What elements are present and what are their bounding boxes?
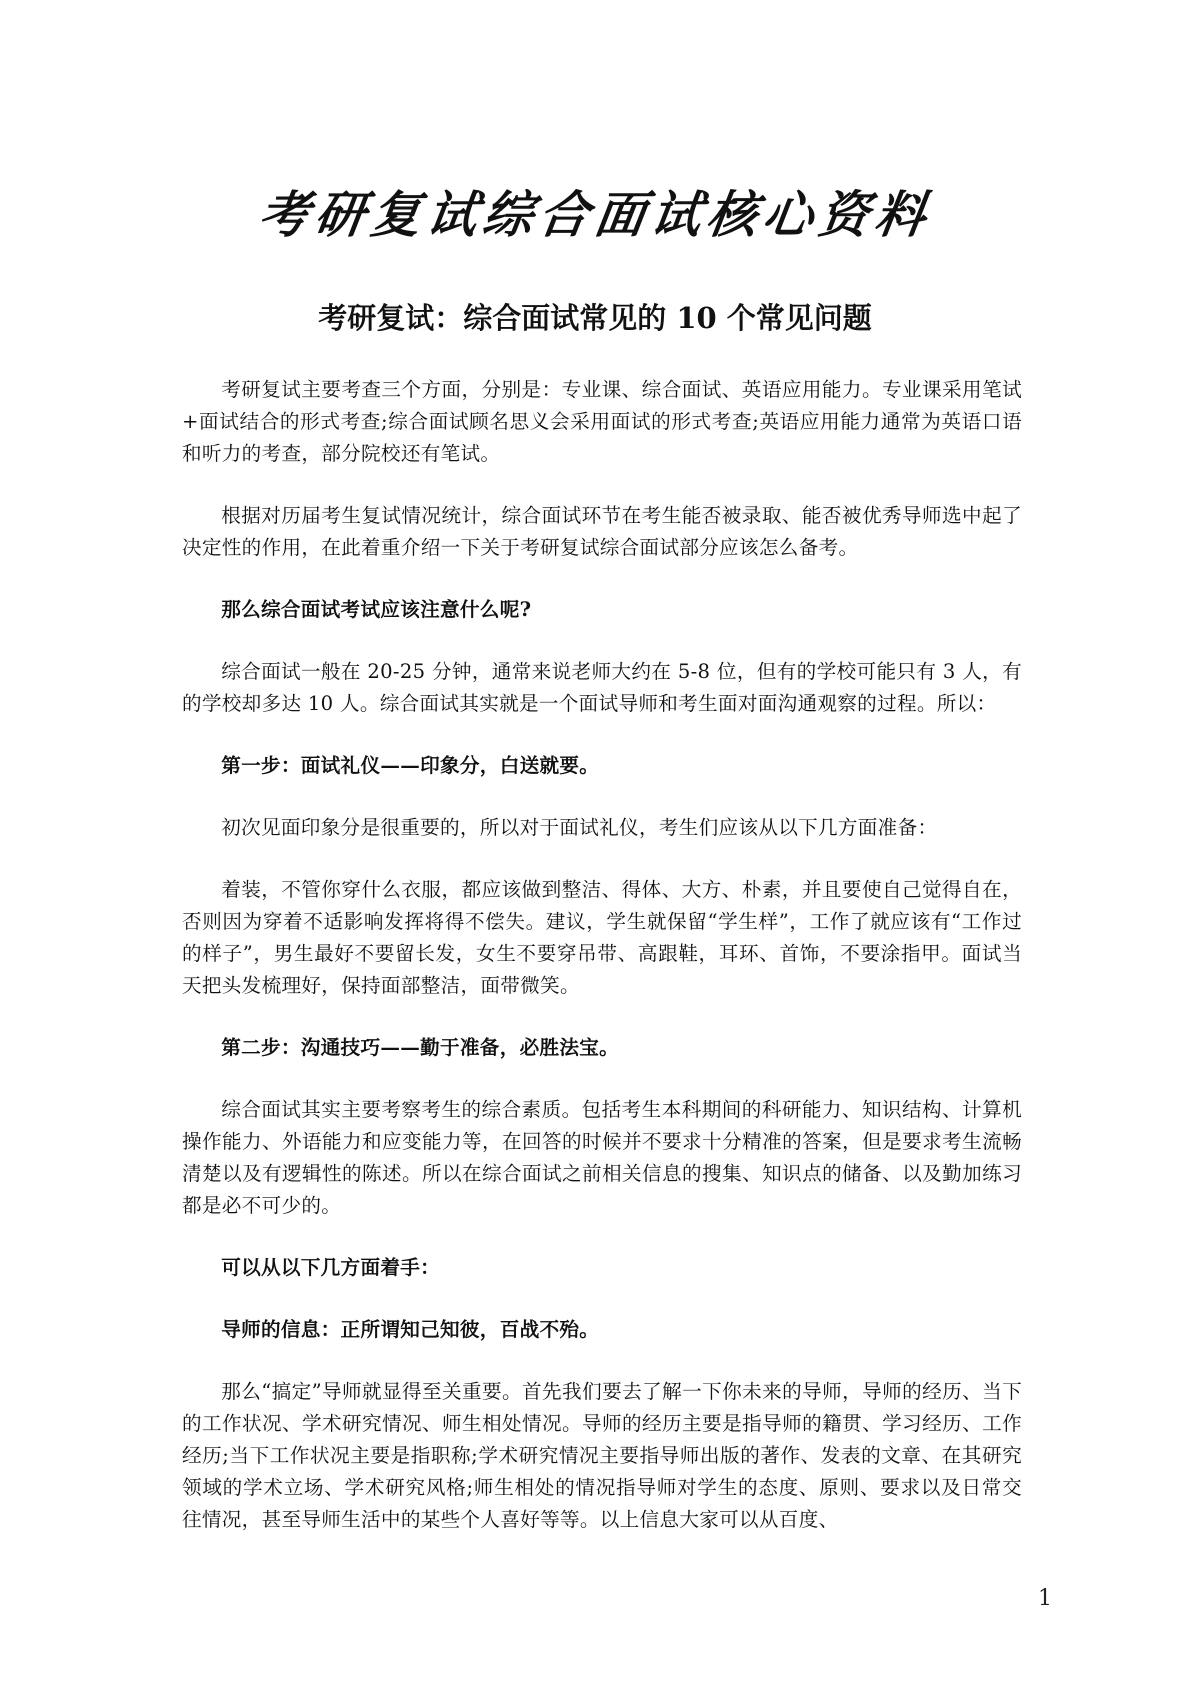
paragraph-duration: 综合面试一般在 20-25 分钟，通常来说老师大约在 5-8 位，但有的学校可能只有 3 人，有的学校却多达 10 人。综合面试其实就是一个面试导师和考生面对面沟通观察的过程。所以：	[182, 660, 1022, 715]
page-number: 1	[1038, 1586, 1052, 1611]
subtitle: 考研复试：综合面试常见的 10 个常见问题	[318, 301, 872, 335]
paragraph-advisor: 那么“搞定”导师就显得至关重要。首先我们要去了解一下你未来的导师，导师的经历、当下的工作状况、学术研究情况、师生相处情况。导师的经历主要是指导师的籍贯、学习经历、工作经历;当下工作状况主要是指职称;学术研究情况主要指导师出版的著作、发表的文章、在其研究领域的学术立场、学术研究风格;师生相处的情况指导师对学生的态度、原则、要求以及日常交往情况，甚至导师生活中的某些个人喜好等等。以上信息大家可以从百度、	[182, 1380, 1022, 1531]
heading-aspects: 可以从以下几方面着手：	[221, 1256, 441, 1279]
heading-step-one: 第一步：面试礼仪——印象分，白送就要。	[221, 754, 600, 777]
main-title: 考研复试综合面试核心资料	[254, 185, 936, 244]
heading-advisor-info: 导师的信息：正所谓知己知彼，百战不殆。	[221, 1318, 600, 1341]
heading-step-two: 第二步：沟通技巧——勤于准备，必胜法宝。	[221, 1036, 620, 1059]
heading-attention: 那么综合面试考试应该注意什么呢?	[221, 598, 532, 621]
body-content	[182, 374, 1022, 1566]
paragraph-statistics: 根据对历届考生复试情况统计，综合面试环节在考生能否被录取、能否被优秀导师选中起了决定性的作用，在此着重介绍一下关于考研复试综合面试部分应该怎么备考。	[182, 504, 1022, 559]
paragraph-attire: 着装，不管你穿什么衣服，都应该做到整洁、得体、大方、朴素，并且要使自己觉得自在，否则因为穿着不适影响发挥将得不偿失。建议，学生就保留“学生样”，工作了就应该有“工作过的样子”，男生最好不要留长发，女生不要穿吊带、高跟鞋，耳环、首饰，不要涂指甲。面试当天把头发梳理好，保持面部整洁，面带微笑。	[182, 878, 1022, 997]
paragraph-comprehensive: 综合面试其实主要考察考生的综合素质。包括考生本科期间的科研能力、知识结构、计算机操作能力、外语能力和应变能力等，在回答的时候并不要求十分精准的答案，但是要求考生流畅清楚以及有逻辑性的陈述。所以在综合面试之前相关信息的搜集、知识点的储备、以及勤加练习都是必不可少的。	[182, 1098, 1022, 1217]
paragraph-intro: 考研复试主要考查三个方面，分别是：专业课、综合面试、英语应用能力。专业课采用笔试+面试结合的形式考查;综合面试顾名思义会采用面试的形式考查;英语应用能力通常为英语口语和听力的考查，部分院校还有笔试。	[182, 378, 1022, 465]
paragraph-first-impression: 初次见面印象分是很重要的，所以对于面试礼仪，考生们应该从以下几方面准备：	[221, 816, 938, 839]
